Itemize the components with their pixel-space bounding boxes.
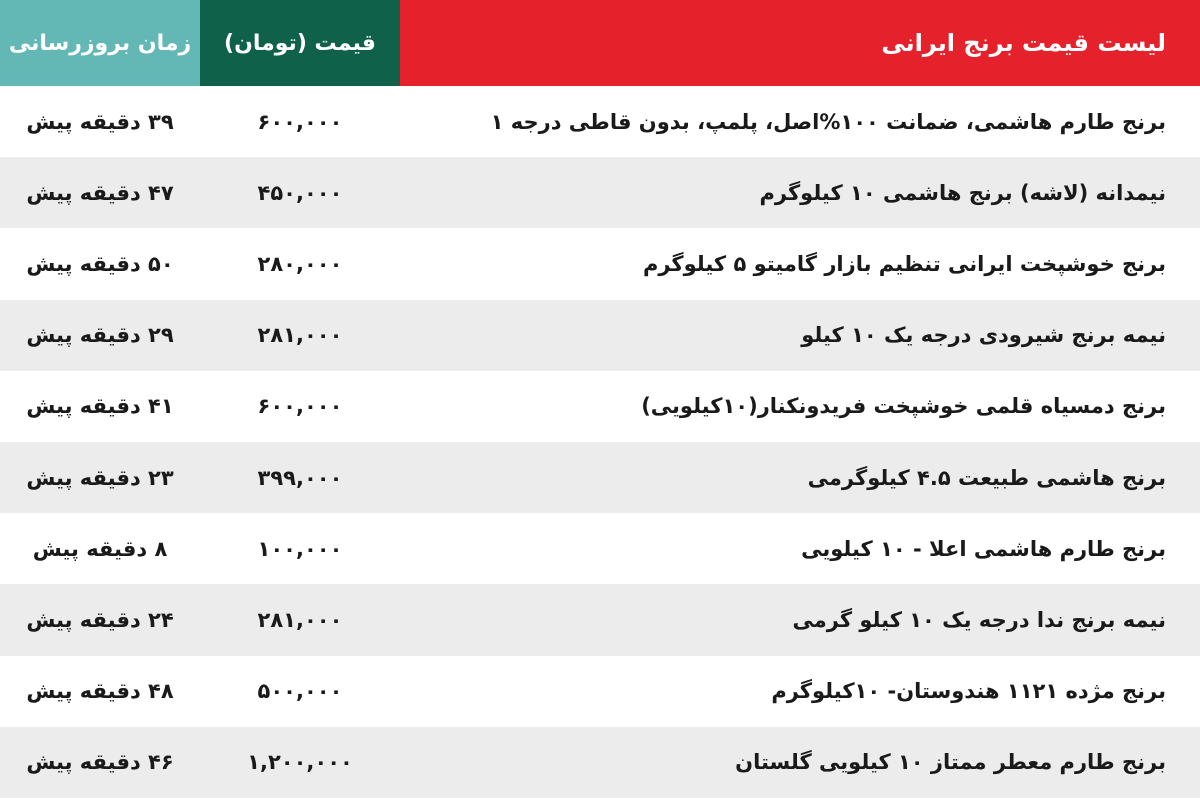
- header-title: لیست قیمت برنج ایرانی: [400, 0, 1200, 86]
- table-row: [0, 513, 1200, 584]
- header-price: قیمت (تومان): [200, 0, 400, 86]
- row-time: ۳۹ دقیقه پیش: [26, 109, 174, 134]
- row-title: نیمدانه (لاشه) برنج هاشمی ۱۰ کیلوگرم: [759, 180, 1166, 205]
- row-price: ۶۰۰,۰۰۰: [257, 394, 343, 419]
- row-title: برنج طارم معطر ممتاز ۱۰ کیلویی گلستان: [735, 750, 1166, 775]
- header-time: زمان بروزرسانی: [0, 0, 200, 86]
- row-title: برنج مژده ۱۱۲۱ هندوستان- ۱۰کیلوگرم: [771, 679, 1166, 704]
- row-title: برنج طارم هاشمی اعلا - ۱۰ کیلویی: [801, 536, 1166, 561]
- row-price: ۶۰۰,۰۰۰: [257, 109, 343, 134]
- row-time: ۲۹ دقیقه پیش: [26, 323, 174, 348]
- row-time: ۵۰ دقیقه پیش: [26, 251, 174, 276]
- row-title: نیمه برنج ندا درجه یک ۱۰ کیلو گرمی: [792, 607, 1166, 632]
- table-row: [0, 228, 1200, 299]
- row-time: ۴۱ دقیقه پیش: [26, 394, 174, 419]
- row-time: ۴۸ دقیقه پیش: [26, 679, 174, 704]
- table-row: [0, 300, 1200, 371]
- row-title: برنج دمسیاه قلمی خوشپخت فریدونکنار(۱۰کیلویی): [641, 394, 1166, 419]
- table-row: [0, 157, 1200, 228]
- row-price: ۴۵۰,۰۰۰: [257, 180, 343, 205]
- table-header: [0, 0, 1200, 86]
- row-time: ۸ دقیقه پیش: [32, 536, 168, 561]
- table-body: [0, 86, 1200, 798]
- table-row: [0, 584, 1200, 655]
- row-price: ۲۸۱,۰۰۰: [257, 607, 343, 632]
- row-price: ۲۸۰,۰۰۰: [257, 251, 343, 276]
- row-price: ۱۰۰,۰۰۰: [257, 536, 343, 561]
- row-time: ۴۷ دقیقه پیش: [26, 180, 174, 205]
- row-price: ۱,۲۰۰,۰۰۰: [247, 750, 353, 775]
- row-time: ۲۳ دقیقه پیش: [26, 465, 174, 490]
- row-price: ۵۰۰,۰۰۰: [257, 679, 343, 704]
- row-price: ۳۹۹,۰۰۰: [257, 465, 343, 490]
- row-price: ۲۸۱,۰۰۰: [257, 323, 343, 348]
- row-time: ۲۴ دقیقه پیش: [26, 607, 174, 632]
- row-time: ۴۶ دقیقه پیش: [26, 750, 174, 775]
- row-title: برنج هاشمی طبیعت ۴.۵ کیلوگرمی: [807, 465, 1166, 490]
- row-title: برنج خوشپخت ایرانی تنظیم بازار گامیتو ۵ کیلوگرم: [642, 251, 1166, 276]
- table-row: [0, 727, 1200, 798]
- table-row: [0, 442, 1200, 513]
- row-title: برنج طارم هاشمی، ضمانت ۱۰۰%اصل، پلمپ، بدون قاطی درجه ۱: [490, 109, 1166, 134]
- table-row: [0, 656, 1200, 727]
- table-row: [0, 86, 1200, 157]
- table-row: [0, 371, 1200, 442]
- row-title: نیمه برنج شیرودی درجه یک ۱۰ کیلو: [801, 323, 1166, 348]
